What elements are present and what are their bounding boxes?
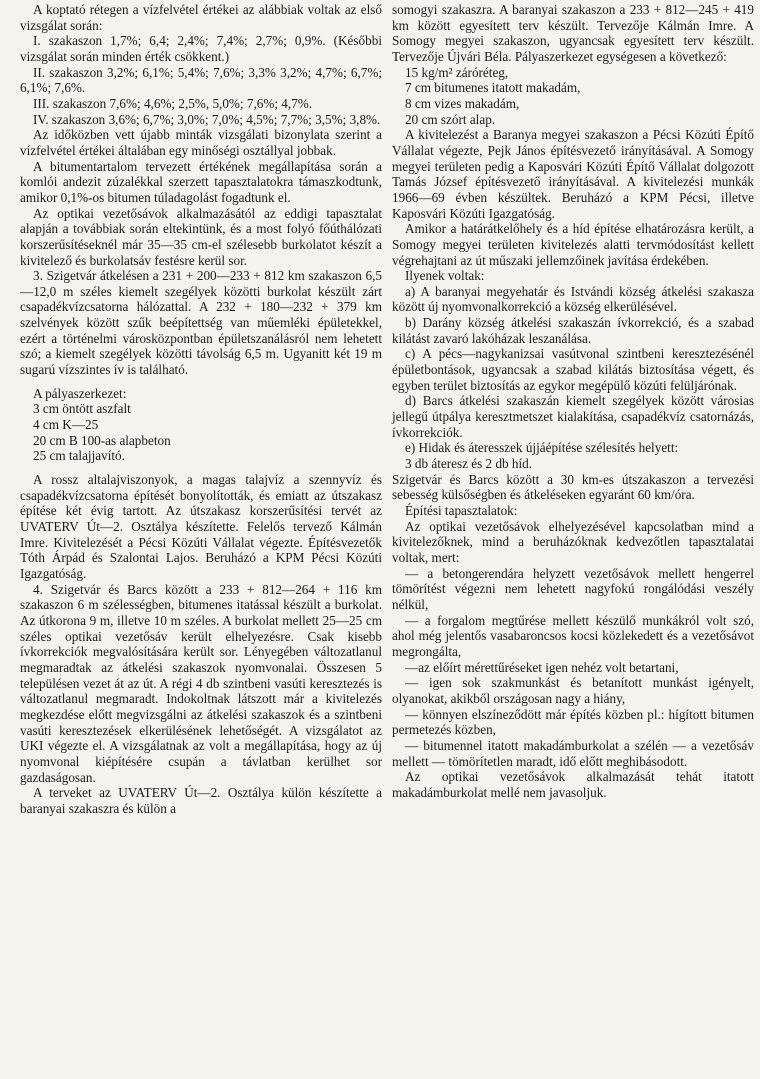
paragraph: A terveket az UVATERV Út—2. Osztálya külön készítette a baranyai szakaszra és külön a [20, 785, 382, 816]
paragraph: A rossz altalajviszonyok, a magas talajvíz a szennyvíz és csapadékvízcsatorna építését bonyolították, és emiatt az útszakasz építése két évig tartott. Az útszakasz korszerűsítési tervét az UVATERV Út—2. Osztálya készítette. Felelős tervező Kálmán Imre. Kivitelezését a Pécsi Közúti Vállalat végezte. Építésvezetők Tóth Árpád és Szalontai Lajos. Beruházó a KPM Pécsi Közúti Igazgatóság. [20, 472, 382, 581]
left-column [20, 2, 382, 816]
list-item: 20 cm szórt alap. [405, 111, 496, 127]
list-item: 15 kg/m² záróréteg, [405, 64, 509, 80]
paragraph: Az optikai vezetősávok elhelyezésével kapcsolatban mind a kivitelezőknek, mind a beruházóknak kedvezőtlen tapasztalatai voltak, mert: [392, 518, 754, 565]
list-item: —az előírt mérettűréseket igen nehéz volt betartani, [405, 659, 679, 675]
paragraph: somogyi szakaszra. A baranyai szakaszon a 233 + 812—245 + 419 km között egyesített terv készült. Tervezője Kálmán Imre. A Somogy megyei szakaszon, ugyancsak egyesített terv készült. Tervezője Újvári Béla. Pályaszerkezet egységesen a következő: [392, 2, 754, 64]
list-item: 25 cm talajjavító. [33, 448, 125, 464]
list-item: — a forgalom megtűrése mellett készülő munkákról volt szó, ahol még jelentős vasabaroncsos kocsi közlekedett és a vezetősávot megrongálta, [392, 612, 754, 659]
structure-list [392, 65, 754, 128]
list-item: 20 cm B 100-as alapbeton [33, 432, 171, 448]
structure-list [20, 401, 382, 464]
list-item: e) Hidak és áteresszek újjáépítése szélesítés helyett: [405, 440, 679, 456]
paragraph: A kivitelezést a Baranya megyei szakaszon a Pécsi Közúti Építő Vállalat végezte, Pejk János építésvezető irányításával. A Somogy megyei területen pedig a Kaposvári Közúti Építő Vállalat dolgozott Tamás József építésvezető irányításával. A kivitelezési munkák 1966—69 évben készültek. Beruházó a KPM Pécsi, illetve Kaposvári Közúti Igazgatóság. [392, 127, 754, 221]
paragraph: Az optikai vezetősávok alkalmazásától az eddigi tapasztalat alapján a továbbiak során eltekintünk, és a most folyó főúthálózati korszerűsítéseknél már 35—35 cm-el szélesebb burkolatot készít a kivitelező és burkolatsáv festésre kerül sor. [20, 205, 382, 268]
list-item: — a betongerendára helyzett vezetősávok mellett hengerrel tömörítést végezni nem lehetett nagyfokú rongálódási veszély nélkül, [392, 565, 754, 612]
paragraph: II. szakaszon 3,2%; 6,1%; 5,4%; 7,6%; 3,3% 3,2%; 4,7%; 6,7%; 6,1%; 7,6%. [20, 64, 382, 96]
paragraph: III. szakaszon 7,6%; 4,6%; 2,5%, 5,0%; 7,6%; 4,7%. [33, 95, 313, 111]
paragraph: A koptató rétegen a vízfelvétel értékei az alábbiak voltak az első vizsgálat során: [20, 2, 382, 33]
paragraph: Az optikai vezetősávok alkalmazását tehát itatott makadámburkolat mellé nem javasoljuk. [392, 769, 754, 800]
paragraph: I. szakaszon 1,7%; 6,4; 2,4%; 7,4%; 2,7%; 0,9%. (Későbbi vizsgálat során minden érték csökkent.) [20, 33, 382, 64]
paragraph: Amikor a határátkelőhely és a híd építése elhatározásra került, a Somogy megyei területen kivitelezés alatti tervmódosítást kellett végrehajtani az út műszaki jellemzőinek javítása érdekében. [392, 221, 754, 268]
list-item: 8 cm vizes makadám, [405, 95, 520, 111]
list-item: 4 cm K—25 [33, 417, 99, 433]
paragraph: Az időközben vett újabb minták vizsgálati bizonylata szerint a vízfelvétel értékei általában egy minőségi osztállyal jobbak. [20, 127, 382, 158]
list-item: c) A pécs—nagykanizsai vasútvonal szintbeni keresztezésénél épületbontások, ugyancsak a szabad kilátás biztosítása végett, és egyben terület biztosítás az egykor megépülő közúti felüljárónak. [392, 346, 754, 393]
list-item: — bitumennel itatott makadámburkolat a szélén — a vezetősáv mellett — tömörítetlen maradt, idő előtt meghibásodott. [392, 737, 754, 769]
list-item: — könnyen elszíneződött már építés közben pl.: hígított bitumen permetezés közben, [392, 706, 754, 738]
paragraph: Ilyenek voltak: [405, 268, 485, 284]
paragraph: Szigetvár és Barcs között a 30 km-es útszakaszon a tervezési sebesség külsőségben és átkeléseken egyaránt 60 km/óra. [392, 471, 754, 503]
list-item: 7 cm bitumenes itatott makadám, [405, 80, 581, 96]
structure-title: A pályaszerkezet: [33, 385, 127, 401]
list-item: b) Darány község átkelési szakaszán ívkorrekció, és a szabad kilátást zavaró lakóházak leszanálása. [392, 315, 754, 346]
right-column [392, 2, 754, 800]
section-heading: Építési tapasztalatok: [405, 503, 518, 518]
list-item: d) Barcs átkelési szakaszán kiemelt szegélyek között városias jellegű útpálya keresztmetszet kialakítása, csapadékvíz csatornázás, ívkorrekciók. [392, 393, 754, 440]
paragraph: 3. Szigetvár átkelésen a 231 + 200—233 + 812 km szakaszon 6,5—12,0 m széles kiemelt szegélyek közötti burkolat készült zárt csapadékvízcsatorna hálózattal. A 232 + 180—232 + 379 km szelvények között szűk beépítettség van műemléki épületekkel, ezért a történelmi városközpontban épületszanálásról nem lehetett szó; a kiemelt szegélyek közötti távolság 6,5 m. Ugyanitt két 19 m sugarú vízszintes ív is található. [20, 268, 382, 378]
paragraph: IV. szakaszon 3,6%; 6,7%; 3,0%; 7,0%; 4,5%; 7,7%; 3,5%; 3,8%. [33, 111, 381, 127]
list-item: 3 cm öntött aszfalt [33, 401, 131, 417]
paragraph: A bitumentartalom tervezett értékének megállapítása során a komlói andezit zúzalékkal szerzett tapasztalatokra támaszkodtunk, amikor 0,1%-os bitumen túladagolást fogadtunk el. [20, 158, 382, 205]
paragraph: 3 db áteresz és 2 db híd. [405, 456, 533, 472]
paragraph: 4. Szigetvár és Barcs között a 233 + 812—264 + 116 km szakaszon 6 m szélességben, bitumenes itatással készült a burkolat. Az útkorona 9 m, illetve 10 m széles. A burkolat mellett 25—25 cm széles optikai vezetősáv került elhelyezésre. Csak kisebb ívkorrekciók megvalósítására került sor. Lényegében változatlanul megmaradtak az átkelési szakaszok nyomvonalai. Összesen 5 településen vezet át az út. A régi 4 db szintbeni vasúti keresztezés is változatlanul megmaradt. Indokoltnak látszott már a kivitelezés megkezdése előtt megvizsgálni az átkelési szakaszok és a szintbeni vasúti keresztezések elkerülésének lehetőségét. A vizsgálatot az UKI végezte el. A vizsgálatnak az volt a megállapítása, hogy az új nyomvonal kiépítésére csupán a távlatban kerülhet sor gazdaságosan. [20, 581, 382, 785]
list-item: — igen sok szakmunkást és betanított munkást igényelt, olyanokat, akikből országosan nagy a hiány, [392, 675, 754, 706]
list-item: a) A baranyai megyehatár és Istvándi község átkelési szakasza között új nyomvonalkorrekció a község elkerülésével. [392, 283, 754, 315]
